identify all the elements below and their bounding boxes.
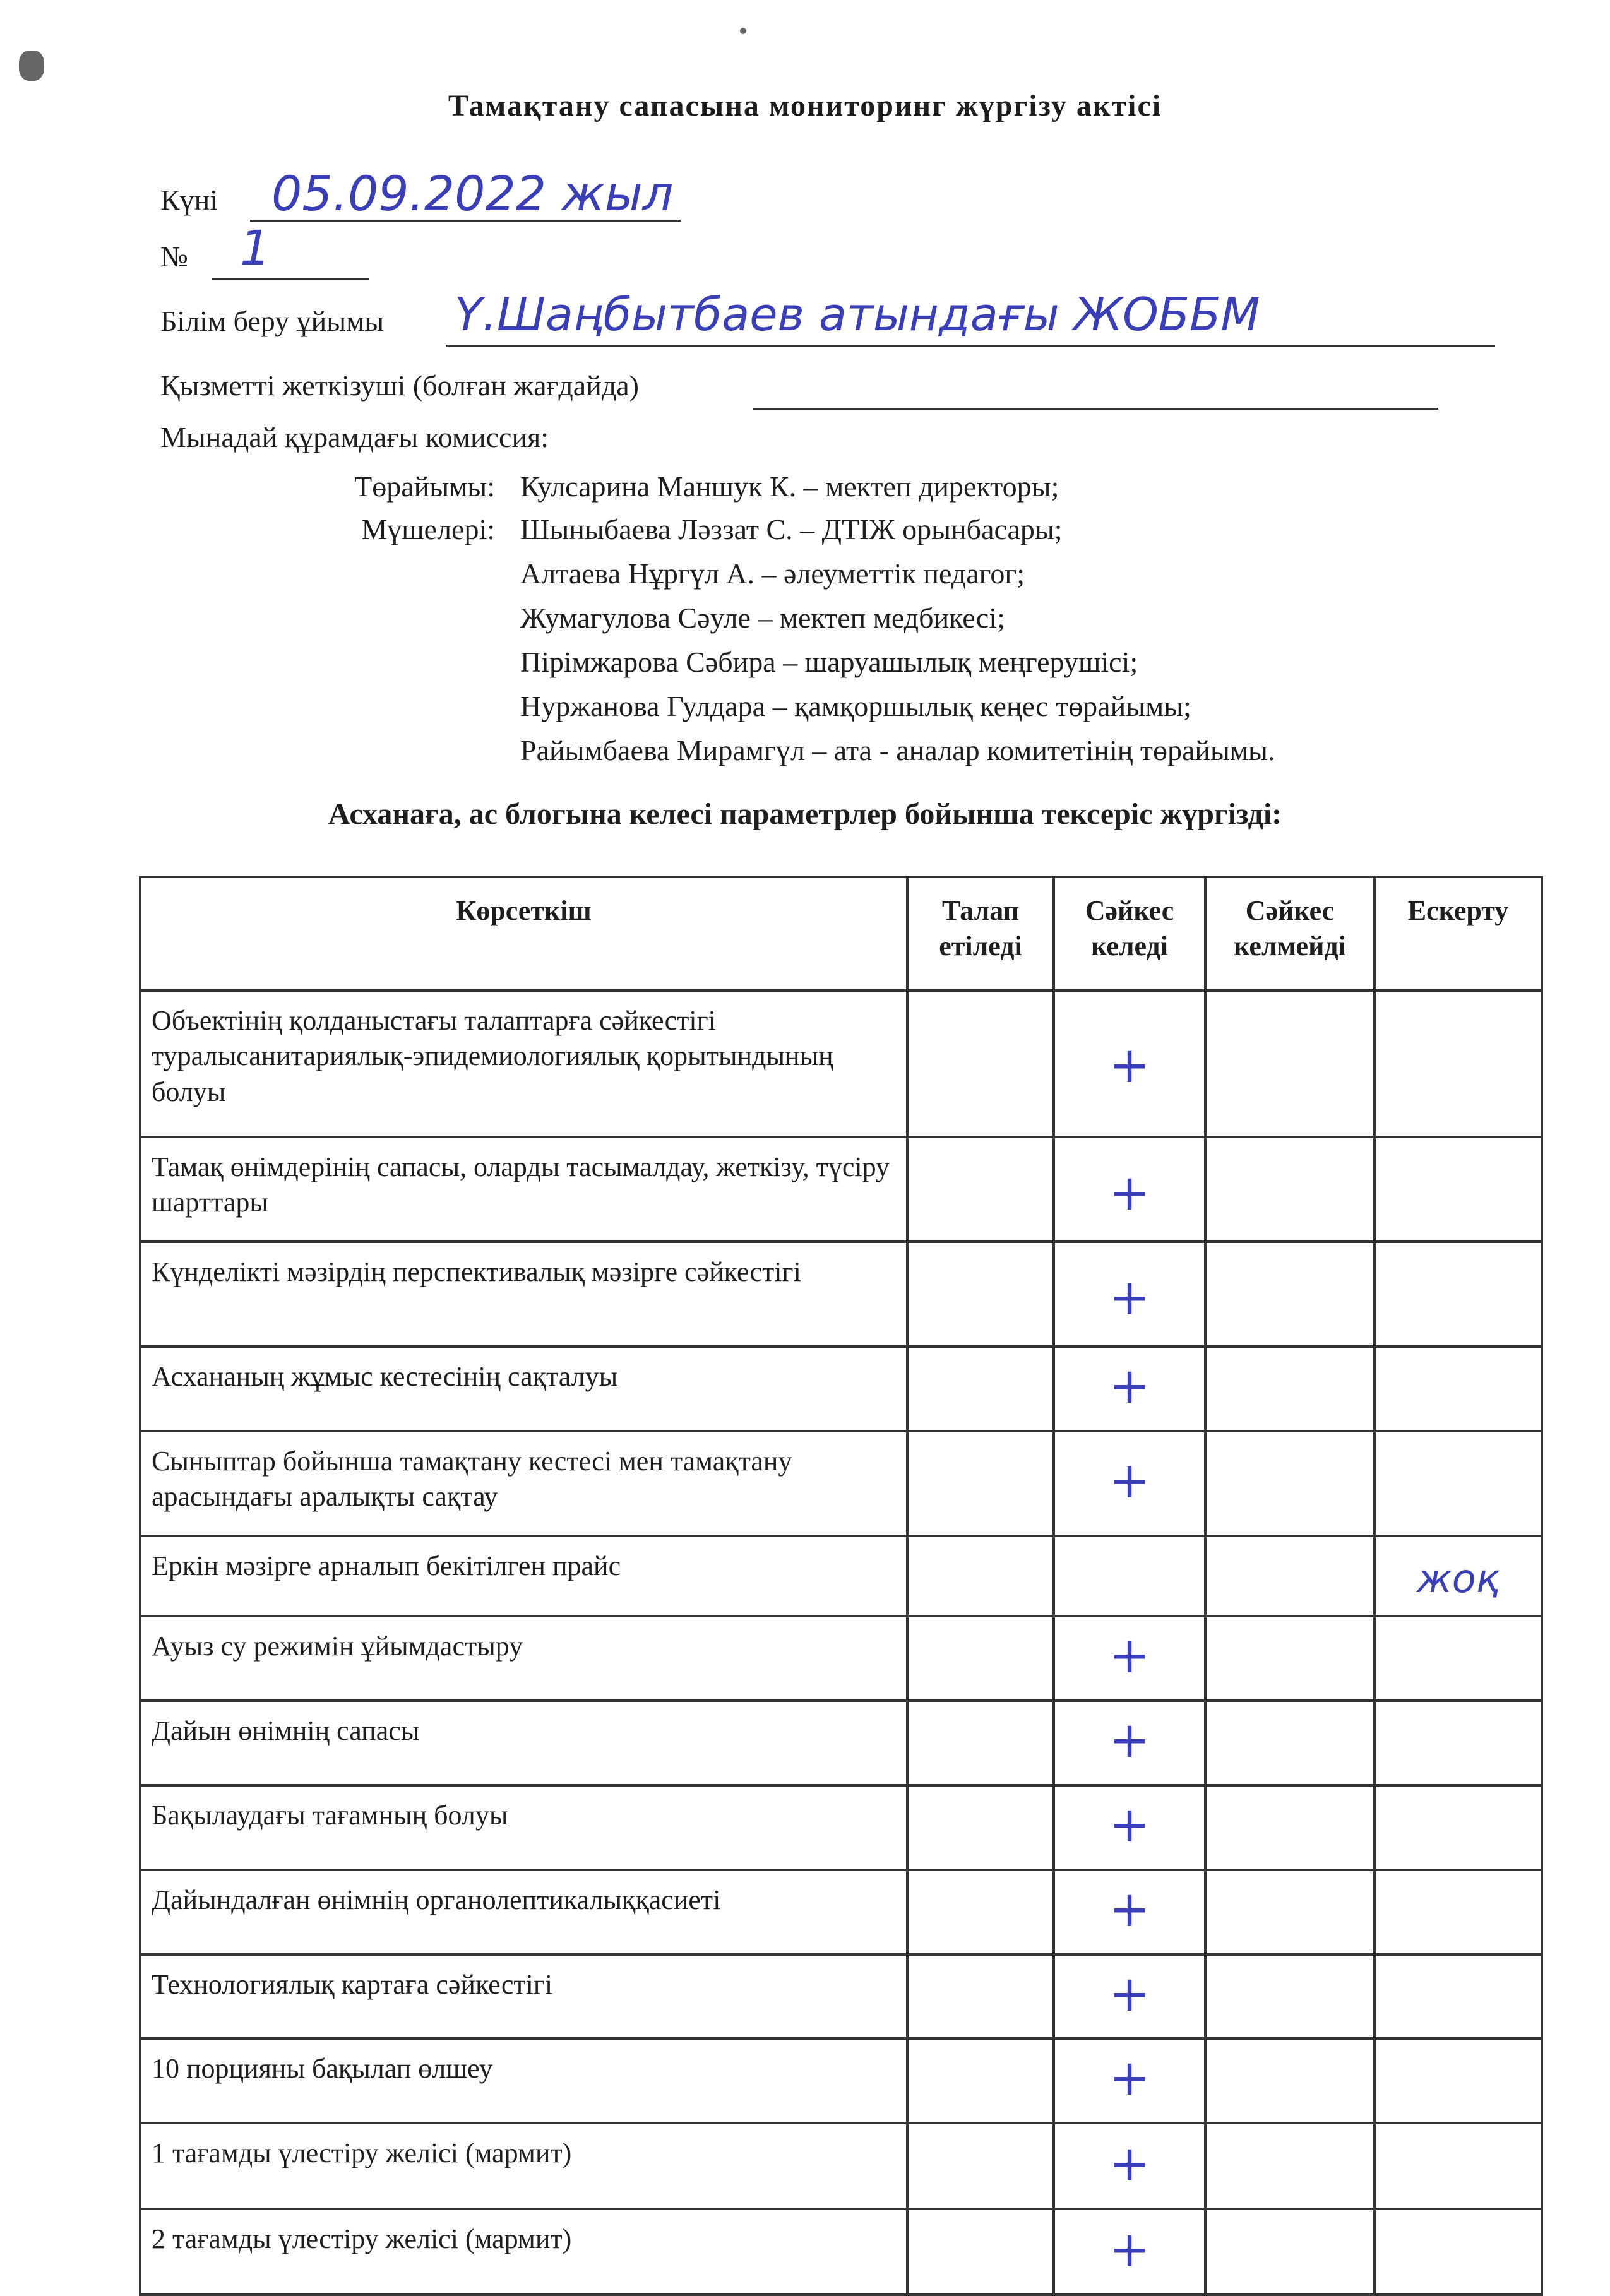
noncompliant-cell [1205,2123,1374,2209]
required-cell [907,1954,1054,2039]
compliant-cell [1054,1870,1205,1954]
number-underline [212,242,369,280]
plus-mark: + [1109,2136,1150,2193]
table-row [140,1870,1542,1954]
plus-mark: + [1109,1712,1150,1770]
note-cell [1374,1242,1542,1347]
note-cell [1374,1431,1542,1536]
indicator-cell: Сыныптар бойынша тамақтану кестесі мен тамақтану арасындағы аралықты сақтау [140,1431,907,1536]
plus-mark: + [1109,1796,1150,1853]
indicator-cell: 1 тағамды үлестіру желісі (мармит) [140,2123,907,2209]
required-cell [907,1347,1054,1431]
table-row [140,2209,1542,2295]
supplier-label: Қызметті жеткізуші (болған жағдайда) [160,369,639,402]
required-cell [907,2123,1054,2209]
noncompliant-cell [1205,2209,1374,2295]
compliant-cell [1054,2038,1205,2123]
compliant-cell [1054,1137,1205,1242]
table-row [140,1536,1542,1616]
noncompliant-cell [1205,2038,1374,2123]
required-cell [907,1870,1054,1954]
indicator-cell: Асхананың жұмыс кестесінің сақталуы [140,1347,907,1431]
noncompliant-cell [1205,1137,1374,1242]
commission-label: Мынадай құрамдағы комиссия: [160,421,549,453]
table-row [140,1431,1542,1536]
noncompliant-cell [1205,1954,1374,2039]
required-cell [907,1242,1054,1347]
compliant-cell [1054,990,1205,1137]
member-2: Алтаева Нұргүл А. – әлеуметтік педагог; [520,557,1025,590]
members-label: Мүшелері: [361,513,495,545]
plus-mark: + [1109,1165,1150,1222]
table-row [140,990,1542,1137]
plus-mark: + [1109,1037,1150,1094]
compliant-cell [1054,1954,1205,2039]
indicator-cell: Дайындалған өнімнің органолептикалыққасиеті [140,1870,907,1954]
note-cell [1374,1870,1542,1954]
indicator-cell: 10 порцияны бақылап өлшеу [140,2038,907,2123]
member-3: Жумагулова Сәуле – мектеп медбикесі; [520,602,1005,634]
table-row [140,1785,1542,1870]
inspection-subtitle: Асханаға, ас блогына келесі параметрлер бойынша тексеріс жүргізді: [328,797,1282,831]
noncompliant-cell [1205,1347,1374,1431]
required-cell [907,1536,1054,1616]
compliant-cell [1054,2123,1205,2209]
note-cell [1374,1616,1542,1701]
note-cell [1374,1347,1542,1431]
date-value: 05.09.2022 жыл [271,165,674,222]
note-cell [1374,1785,1542,1870]
table-row [140,1347,1542,1431]
required-cell [907,1137,1054,1242]
plus-mark: + [1109,1881,1150,1938]
page-title: Тамақтану сапасына мониторинг жүргізу актісі [448,89,1162,122]
required-cell [907,1616,1054,1701]
required-cell [907,2038,1054,2123]
compliant-cell [1054,2209,1205,2295]
required-cell [907,1431,1054,1536]
note-cell [1374,1137,1542,1242]
compliant-cell [1054,1701,1205,1785]
table-row [140,1242,1542,1347]
member-6: Райымбаева Мирамгүл – ата - аналар комитетінің төрайымы. [520,734,1275,766]
number-value: 1 [240,220,271,276]
note-cell [1374,990,1542,1137]
required-cell [907,1785,1054,1870]
table-row [140,1137,1542,1242]
scan-speck [19,51,44,81]
number-label: № [160,241,188,273]
note-cell [1374,2209,1542,2295]
chair-label: Төрайымы: [354,470,495,503]
indicator-cell: Еркін мәзірге арналып бекітілген прайс [140,1536,907,1616]
member-1: Шыныбаева Ләззат С. – ДТІЖ орынбасары; [520,513,1063,545]
table-row [140,1616,1542,1701]
date-label: Күні [160,184,218,216]
compliant-cell [1054,1616,1205,1701]
compliant-cell [1054,1242,1205,1347]
chair-name: Кулсарина Маншук К. – мектеп директоры; [520,470,1059,503]
note-cell [1374,2123,1542,2209]
noncompliant-cell [1205,1431,1374,1536]
compliant-cell [1054,1347,1205,1431]
compliant-cell [1054,1785,1205,1870]
header-noncompliant: Сәйкес келмейді [1205,877,1374,990]
note-handwritten: жоқ [1416,1555,1500,1602]
table-header-row [140,877,1542,990]
plus-mark: + [1109,2221,1150,2278]
plus-mark: + [1109,1627,1150,1685]
noncompliant-cell [1205,990,1374,1137]
scan-speck [740,28,746,34]
plus-mark: + [1109,1965,1150,2023]
member-5: Нуржанова Гулдара – қамқоршылық кеңес төрайымы; [520,690,1191,722]
compliant-cell [1054,1536,1205,1616]
org-value: Ү.Шаңбытбаев атындағы ЖОББМ [455,288,1260,341]
note-cell [1374,1701,1542,1785]
indicator-cell: Ауыз су режимін ұйымдастыру [140,1616,907,1701]
org-label: Білім беру ұйымы [160,305,385,337]
plus-mark: + [1109,2050,1150,2107]
indicator-cell: 2 тағамды үлестіру желісі (мармит) [140,2209,907,2295]
noncompliant-cell [1205,1242,1374,1347]
indicator-cell: Объектінің қолданыстағы талаптарға сәйкестігі туралысанитариялық-эпидемиологиялық қорытындының болуы [140,990,907,1137]
indicator-cell: Дайын өнімнің сапасы [140,1701,907,1785]
indicator-cell: Күнделікті мәзірдің перспективалық мәзірге сәйкестігі [140,1242,907,1347]
plus-mark: + [1109,1452,1150,1509]
note-cell [1374,1536,1542,1616]
noncompliant-cell [1205,1785,1374,1870]
note-cell [1374,2038,1542,2123]
note-cell [1374,1954,1542,2039]
plus-mark: + [1109,1270,1150,1326]
table-row [140,1954,1542,2039]
table-row [140,2123,1542,2209]
indicator-cell: Бақылаудағы тағамның болуы [140,1785,907,1870]
table-row [140,2038,1542,2123]
noncompliant-cell [1205,1701,1374,1785]
required-cell [907,1701,1054,1785]
header-required: Талап етіледі [907,877,1054,990]
header-compliant: Сәйкес келеді [1054,877,1205,990]
required-cell [907,2209,1054,2295]
supplier-underline [753,372,1438,410]
table-row [140,1701,1542,1785]
header-note: Ескерту [1374,877,1542,990]
indicator-cell: Технологиялық картаға сәйкестігі [140,1954,907,2039]
indicator-cell: Тамақ өнімдерінің сапасы, оларды тасымалдау, жеткізу, түсіру шарттары [140,1137,907,1242]
header-indicator: Көрсеткіш [140,877,907,990]
required-cell [907,990,1054,1137]
noncompliant-cell [1205,1536,1374,1616]
compliant-cell [1054,1431,1205,1536]
noncompliant-cell [1205,1870,1374,1954]
inspection-table [139,876,1543,2296]
noncompliant-cell [1205,1616,1374,1701]
plus-mark: + [1109,1358,1150,1415]
member-4: Пірімжарова Сәбира – шаруашылық меңгерушісі; [520,646,1138,678]
